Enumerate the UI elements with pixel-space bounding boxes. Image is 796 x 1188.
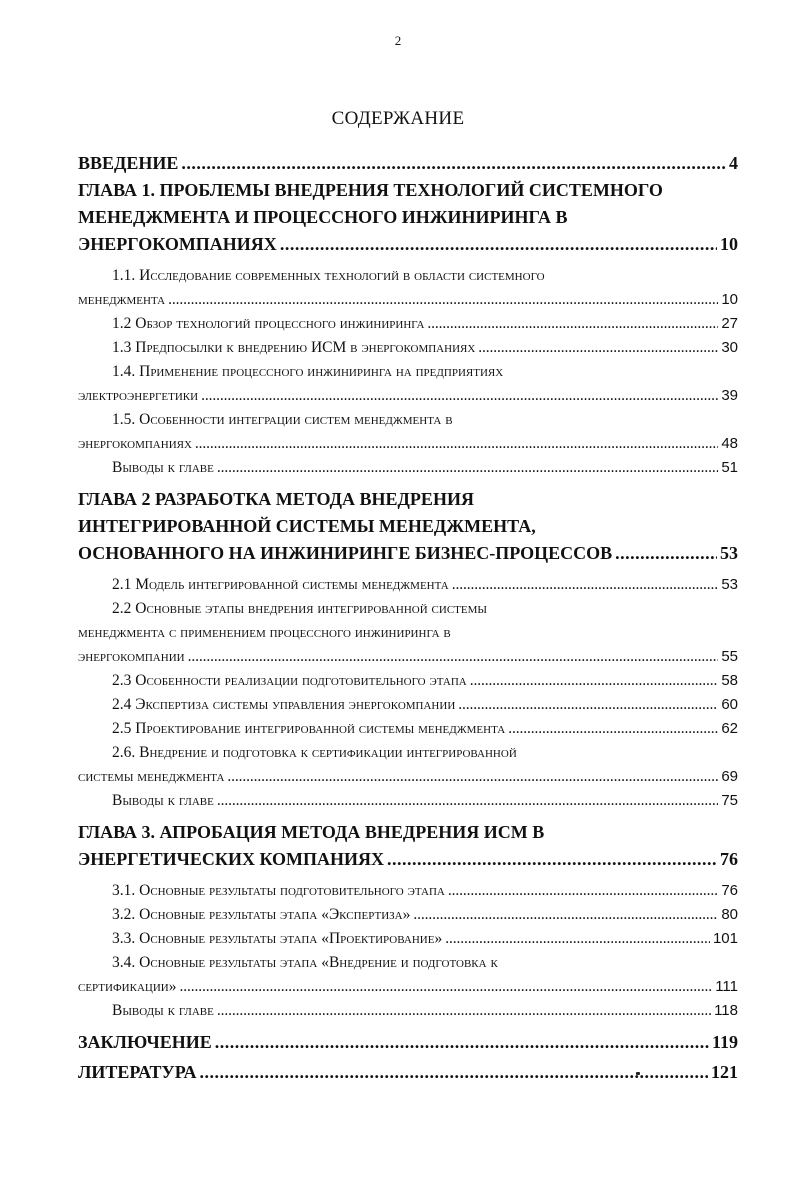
entry-title-line: 1.3 Предпосылки к внедрению ИСМ в энергокомпаниях	[112, 339, 476, 356]
entry-page: 51	[721, 459, 738, 476]
dot-leader	[195, 432, 718, 456]
entry-page: 76	[720, 849, 738, 869]
entry-title-line: менеджмента	[78, 291, 166, 308]
entry-page: 10	[720, 234, 738, 254]
dot-leader	[181, 150, 726, 177]
toc-entry-section-2-3[interactable]	[78, 669, 738, 693]
entry-page: 10	[721, 291, 738, 308]
dot-leader	[508, 717, 718, 741]
entry-title-line: Выводы к главе	[112, 792, 214, 809]
entry-page: 101	[712, 930, 738, 947]
entry-page: 53	[721, 576, 738, 593]
entry-title-line: 3.4. Основные результаты этапа «Внедрение и подготовка к	[112, 954, 498, 971]
dot-leader	[413, 903, 718, 927]
scan-speck	[636, 1072, 640, 1075]
entry-title-line: 2.2 Основные этапы внедрения интегрированной системы	[112, 600, 487, 617]
dot-leader	[470, 669, 719, 693]
toc-entry-section-3-2[interactable]	[78, 903, 738, 927]
toc-entry-section-2-2[interactable]	[78, 597, 738, 669]
entry-title-line: 2.5 Проектирование интегрированной системы менеджмента	[112, 720, 506, 737]
dot-leader	[227, 765, 718, 789]
dot-leader	[615, 540, 717, 567]
toc-entry-chapter-3-conclusions[interactable]	[78, 999, 738, 1023]
dot-leader	[217, 456, 718, 480]
entry-title-line: ГЛАВА 1. ПРОБЛЕМЫ ВНЕДРЕНИЯ ТЕХНОЛОГИЙ СИСТЕМНОГО	[78, 180, 663, 200]
toc-entry-chapter-2[interactable]	[78, 486, 738, 567]
entry-title-line: 2.6. Внедрение и подготовка к сертификации интегрированной	[112, 744, 517, 761]
toc-entry-section-1-3[interactable]	[78, 336, 738, 360]
entry-page: 69	[721, 768, 738, 785]
entry-title: ВВЕДЕНИЕ	[78, 153, 179, 173]
entry-title-line: 1.5. Особенности интеграции систем менеджмента в	[112, 411, 453, 428]
entry-title-line: Выводы к главе	[112, 459, 214, 476]
toc-entry-section-3-3[interactable]	[78, 927, 738, 951]
toc-entry-introduction[interactable]	[78, 150, 738, 177]
dot-leader	[199, 1059, 708, 1086]
entry-page: 119	[711, 1032, 738, 1052]
dot-leader	[217, 789, 718, 813]
entry-title-line: 1.4. Применение процессного инжиниринга на предприятиях	[112, 363, 504, 380]
dot-leader	[448, 879, 718, 903]
entry-title-line: 1.1. Исследование современных технологий в области системного	[112, 267, 545, 284]
dot-leader	[179, 975, 712, 999]
toc-entry-section-3-1[interactable]	[78, 879, 738, 903]
entry-title-line: электроэнергетики	[78, 387, 199, 404]
entry-title-line: системы менеджмента	[78, 768, 225, 785]
toc-entry-section-1-1[interactable]	[78, 264, 738, 312]
entry-title-line: ГЛАВА 2 РАЗРАБОТКА МЕТОДА ВНЕДРЕНИЯ	[78, 489, 474, 509]
entry-title-line: МЕНЕДЖМЕНТА И ПРОЦЕССНОГО ИНЖИНИРИНГА В	[78, 207, 568, 227]
dot-leader	[168, 288, 718, 312]
toc-entry-section-2-4[interactable]	[78, 693, 738, 717]
toc-entry-section-2-5[interactable]	[78, 717, 738, 741]
entry-title-line: 2.4 Экспертиза системы управления энергокомпании	[112, 696, 456, 713]
entry-page: 39	[721, 387, 738, 404]
toc-entry-chapter-3[interactable]	[78, 819, 738, 873]
toc-entry-chapter-2-conclusions[interactable]	[78, 789, 738, 813]
entry-title: ЗАКЛЮЧЕНИЕ	[78, 1032, 212, 1052]
entry-title: ЛИТЕРАТУРА	[78, 1062, 197, 1082]
entry-page: 30	[721, 339, 738, 356]
dot-leader	[280, 231, 717, 258]
entry-page: 55	[721, 648, 738, 665]
entry-title-line: менеджмента с применением процессного инжиниринга в	[78, 624, 451, 641]
entry-title-line: энергокомпании	[78, 648, 185, 665]
entry-page: 62	[721, 720, 738, 737]
dot-leader	[215, 1029, 709, 1056]
page-number: 2	[394, 33, 402, 48]
dot-leader	[387, 846, 717, 873]
entry-page: 111	[715, 978, 738, 995]
entry-title-line: 1.2 Обзор технологий процессного инжиниринга	[112, 315, 425, 332]
entry-title-line: 3.3. Основные результаты этапа «Проектирование»	[112, 930, 443, 947]
entry-page: 80	[721, 906, 738, 923]
dot-leader	[458, 693, 718, 717]
entry-page: 4	[729, 153, 738, 173]
toc-entry-section-2-6[interactable]	[78, 741, 738, 789]
toc-entry-section-1-5[interactable]	[78, 408, 738, 456]
dot-leader	[445, 927, 710, 951]
page-title: СОДЕРЖАНИЕ	[331, 108, 465, 129]
entry-page: 76	[721, 882, 738, 899]
dot-leader	[201, 384, 718, 408]
entry-title-line: 2.3 Особенности реализации подготовительного этапа	[112, 672, 467, 689]
entry-page: 27	[721, 315, 738, 332]
dot-leader	[188, 645, 719, 669]
toc-entry-section-1-2[interactable]	[78, 312, 738, 336]
entry-title-line: ЭНЕРГОКОМПАНИЯХ	[78, 234, 277, 254]
entry-page: 60	[721, 696, 738, 713]
entry-page: 48	[721, 435, 738, 452]
entry-title-line: 2.1 Модель интегрированной системы менеджмента	[112, 576, 449, 593]
entry-page: 58	[721, 672, 738, 689]
toc-entry-chapter-1-conclusions[interactable]	[78, 456, 738, 480]
toc-entry-conclusion[interactable]	[78, 1029, 738, 1056]
entry-page: 75	[721, 792, 738, 809]
entry-title-line: ИНТЕГРИРОВАННОЙ СИСТЕМЫ МЕНЕДЖМЕНТА,	[78, 516, 536, 536]
entry-title-line: 3.1. Основные результаты подготовительного этапа	[112, 882, 445, 899]
entry-title-line: 3.2. Основные результаты этапа «Экспертиза»	[112, 906, 411, 923]
toc-entry-section-2-1[interactable]	[78, 573, 738, 597]
entry-title-line: ЭНЕРГЕТИЧЕСКИХ КОМПАНИЯХ	[78, 849, 385, 869]
toc-entry-section-3-4[interactable]	[78, 951, 738, 999]
entry-page: 121	[711, 1062, 738, 1082]
entry-page: 53	[720, 543, 738, 563]
entry-page: 118	[714, 1002, 738, 1019]
entry-title-line: сертификации»	[78, 978, 177, 995]
dot-leader	[217, 999, 711, 1023]
dot-leader	[478, 336, 718, 360]
entry-title-line: ОСНОВАННОГО НА ИНЖИНИРИНГЕ БИЗНЕС-ПРОЦЕССОВ	[78, 543, 613, 563]
dot-leader	[452, 573, 719, 597]
entry-title-line: энергокомпаниях	[78, 435, 192, 452]
toc-entry-section-1-4[interactable]	[78, 360, 738, 408]
dot-leader	[427, 312, 718, 336]
entry-title-line: Выводы к главе	[112, 1002, 214, 1019]
toc-entry-chapter-1[interactable]	[78, 177, 738, 258]
table-of-contents	[78, 150, 738, 1086]
entry-title-line: ГЛАВА 3. АПРОБАЦИЯ МЕТОДА ВНЕДРЕНИЯ ИСМ В	[78, 822, 545, 842]
